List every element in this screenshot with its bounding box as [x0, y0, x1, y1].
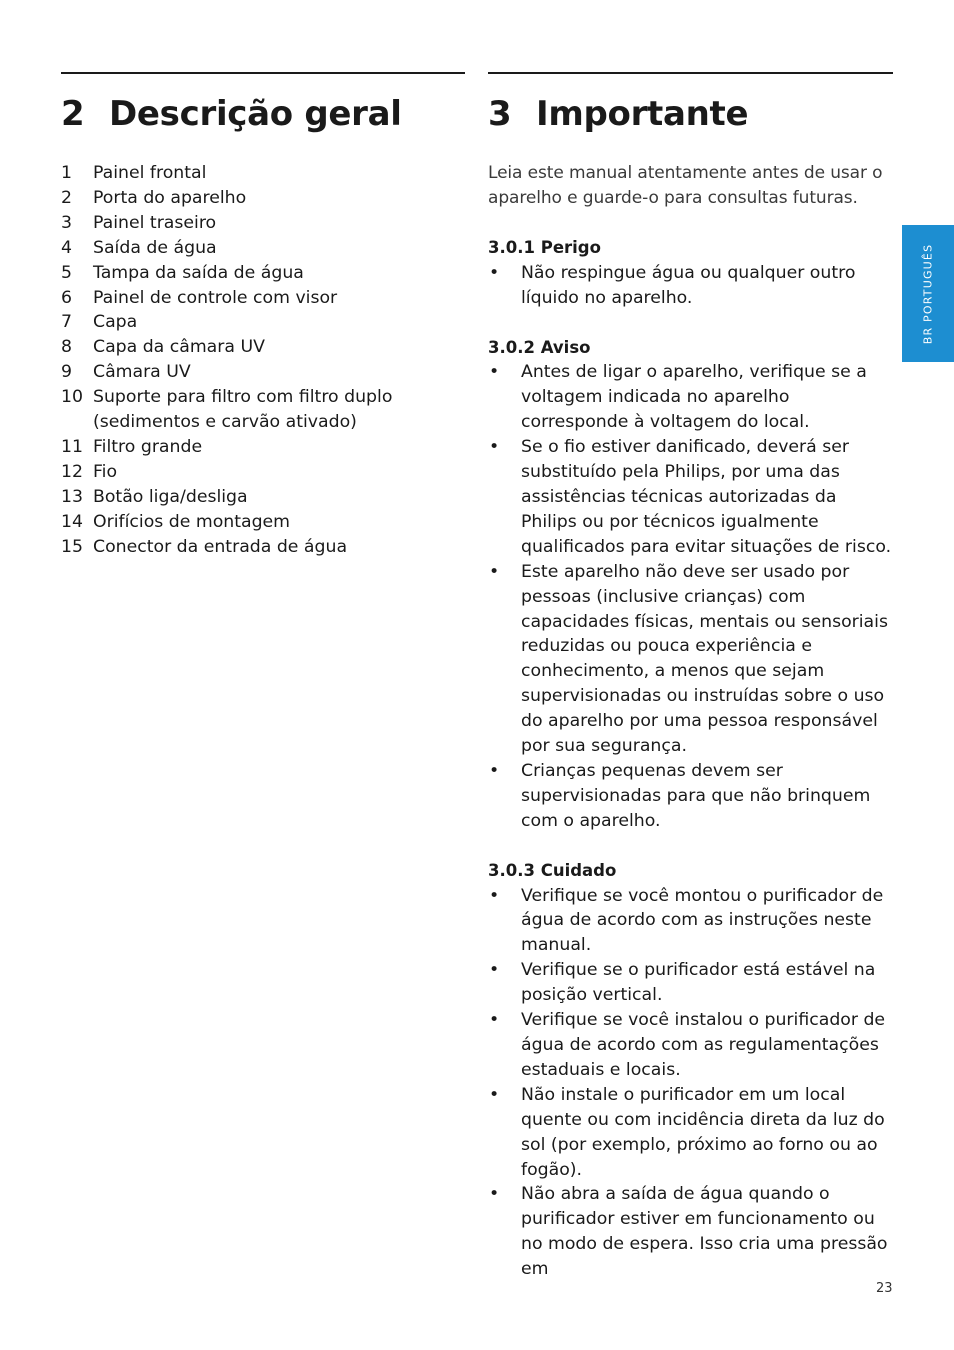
- bullet-text: Verifique se o purificador está estável na posição vertical.: [521, 960, 876, 1006]
- list-item-number: 9: [61, 362, 72, 383]
- list-item-number: 6: [61, 287, 72, 308]
- bullet-icon: •: [489, 760, 500, 781]
- bullet-icon: •: [489, 437, 500, 458]
- list-item-number: 15: [61, 536, 83, 557]
- bullet-text: Não instale o purificador em um local quente ou com incidência direta da luz do sol (por exemplo, próximo ao forno ou ao fogão).: [521, 1084, 885, 1180]
- bullet-text: Crianças pequenas devem ser supervisionadas para que não brinquem com o aparelho.: [521, 760, 871, 831]
- list-item-number: 12: [61, 461, 83, 482]
- bullet-icon: •: [489, 1084, 500, 1105]
- list-item-number: 8: [61, 337, 72, 358]
- bullet-item: [488, 360, 893, 435]
- bullet-item: [488, 884, 893, 959]
- language-tab: [902, 225, 954, 362]
- bullet-text: Não abra a saída de água quando o purificador estiver em funcionamento ou no modo de espera. Isso cria uma pressão em: [521, 1184, 888, 1280]
- list-item-number: 5: [61, 262, 72, 283]
- list-item-number: 14: [61, 511, 83, 532]
- list-item: [61, 186, 465, 211]
- list-item: [61, 211, 465, 236]
- list-item-text: Painel frontal: [93, 163, 207, 183]
- chapter-number: 2: [61, 94, 85, 134]
- list-item-text: Painel de controle com visor: [93, 287, 338, 308]
- bullet-item: [488, 1083, 893, 1183]
- list-item: [61, 161, 465, 186]
- list-item-text: Painel traseiro: [93, 212, 217, 233]
- bullet-text: Antes de ligar o aparelho, verifique se a voltagem indicada no aparelho corresponde à voltagem do local.: [521, 362, 867, 433]
- chapter-2-heading: [61, 90, 465, 138]
- page-number: 23: [876, 1281, 893, 1296]
- bullet-icon: •: [489, 1184, 500, 1205]
- bullet-text: Se o fio estiver danificado, deverá ser substituído pela Philips, por uma das assistências técnicas autorizadas da Philips ou por técnicos igualmente qualificados para evitar situações de risco.: [521, 437, 892, 557]
- right-column: [488, 72, 893, 1282]
- list-item: [61, 385, 465, 435]
- bullet-item: [488, 1182, 893, 1282]
- list-item-number: 1: [61, 163, 72, 183]
- list-item-text: Capa da câmara UV: [93, 337, 265, 358]
- list-item: [61, 261, 465, 286]
- list-item: [61, 485, 465, 510]
- bullet-item: [488, 958, 893, 1008]
- bullet-icon: •: [489, 1010, 500, 1031]
- chapter-title: Descrição geral: [109, 94, 402, 134]
- section-heading: 3.0.3 Cuidado: [488, 860, 617, 880]
- bullet-item: [488, 759, 893, 834]
- list-item: [61, 360, 465, 385]
- list-item-number: 7: [61, 312, 72, 333]
- list-item-text: Câmara UV: [93, 362, 191, 383]
- list-item-number: 2: [61, 187, 72, 208]
- list-item-text: Botão liga/desliga: [93, 486, 248, 507]
- chapter-3-heading: [488, 90, 893, 138]
- bullet-list: [488, 884, 893, 1283]
- list-item-text: Filtro grande: [93, 436, 203, 457]
- list-item-number: 13: [61, 486, 83, 507]
- bullet-list: [488, 360, 893, 833]
- section-heading: 3.0.1 Perigo: [488, 237, 601, 257]
- list-item-text: Tampa da saída de água: [93, 262, 304, 283]
- list-item-number: 3: [61, 212, 72, 233]
- intro-paragraph: Leia este manual atentamente antes de usar o aparelho e guarde-o para consultas futuras.: [488, 163, 883, 208]
- bullet-item: [488, 435, 893, 560]
- section-heading: 3.0.2 Aviso: [488, 337, 591, 357]
- list-item: [61, 435, 465, 460]
- list-item-text: Saída de água: [93, 237, 217, 258]
- list-item-number: 4: [61, 237, 72, 258]
- list-item-text: Capa: [93, 312, 138, 333]
- bullet-icon: •: [489, 561, 500, 582]
- bullet-text: Este aparelho não deve ser usado por pessoas (inclusive crianças) com capacidades físicas, mentais ou sensoriais reduzidas ou pouca experiência e conhecimento, a menos que sejam supervisionadas ou instruídas sobre o uso do aparelho por uma pessoa responsável por sua segurança.: [521, 561, 888, 757]
- bullet-icon: •: [489, 262, 500, 283]
- section-rule: [61, 72, 465, 74]
- bullet-item: [488, 560, 893, 759]
- list-item: [61, 460, 465, 485]
- chapter-number: 3: [488, 94, 512, 134]
- bullet-text: Verifique se você montou o purificador de água de acordo com as instruções neste manual.: [521, 885, 884, 956]
- left-column: [61, 72, 465, 560]
- list-item-number: 11: [61, 436, 83, 457]
- bullet-icon: •: [489, 362, 500, 383]
- section-rule: [488, 72, 893, 74]
- list-item-text: Fio: [93, 461, 118, 482]
- parts-list: [61, 161, 465, 560]
- bullet-icon: •: [489, 960, 500, 981]
- list-item-text: Orifícios de montagem: [93, 511, 291, 532]
- list-item-number: 10: [61, 387, 83, 408]
- list-item: [61, 510, 465, 535]
- list-item: [61, 335, 465, 360]
- bullet-icon: •: [489, 885, 500, 906]
- list-item: [61, 286, 465, 311]
- list-item: [61, 535, 465, 560]
- list-item-text: Suporte para filtro com filtro duplo (sedimentos e carvão ativado): [93, 387, 393, 433]
- bullet-item: [488, 1008, 893, 1083]
- list-item-text: Porta do aparelho: [93, 187, 247, 208]
- bullet-item: [488, 261, 893, 311]
- bullet-text: Não respingue água ou qualquer outro líquido no aparelho.: [521, 262, 856, 308]
- bullet-text: Verifique se você instalou o purificador de água de acordo com as regulamentações estaduais e locais.: [521, 1010, 886, 1080]
- list-item: [61, 310, 465, 335]
- chapter-title: Importante: [536, 94, 749, 134]
- safety-sections: [488, 236, 893, 1282]
- list-item: [61, 236, 465, 261]
- bullet-list: [488, 261, 893, 311]
- list-item-text: Conector da entrada de água: [93, 536, 348, 557]
- language-tab-label: BR PORTUGUÊS: [921, 243, 935, 344]
